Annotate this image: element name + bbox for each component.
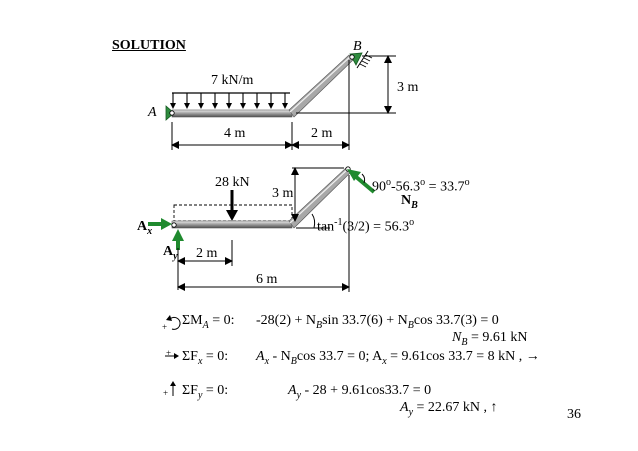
nb-reaction-arrow — [347, 169, 374, 192]
beam-horizontal — [172, 110, 292, 117]
moment-plus-sign: + — [162, 322, 168, 332]
label-distributed-load: 7 kN/m — [211, 73, 254, 88]
eq-fy-lhs: $\Sigma F_y = 0$: — [182, 383, 229, 401]
eq-fy-result: $A_y = 22.67$ kN , ↑ — [400, 400, 498, 418]
dim-label-4m: 4 m — [224, 126, 246, 141]
moment-sign-icon — [166, 315, 180, 329]
dim-label-3m-fbd: 3 m — [272, 186, 294, 201]
beam-inclined — [289, 55, 354, 117]
eq-moment-rhs: $-28(2) + N_B\sin$ $33.7(6) + N_B\cos$ 33.7(3) = 0 — [256, 313, 499, 331]
eq-moment-lhs: $\Sigma M_A = 0$: — [182, 313, 235, 331]
dim-label-2m-fbd: 2 m — [196, 246, 218, 261]
distributed-load-arrows — [170, 93, 290, 109]
label-angle-top: $90^o-56.3^o = 33.7^o$ — [372, 177, 470, 195]
label-point-a: A — [148, 105, 157, 120]
dim-label-2m: 2 m — [311, 126, 333, 141]
label-resultant-force: 28 kN — [215, 175, 250, 190]
page-number: 36 — [567, 407, 581, 422]
solution-title: SOLUTION — [112, 38, 186, 53]
label-ax: $A_x$ — [137, 219, 153, 237]
dim-label-6m: 6 m — [256, 272, 278, 287]
eq-fy-rhs: $A_y - 28 + 9.61\cos 33.7 = 0$ — [288, 383, 432, 401]
beam-horizontal-fbd — [172, 221, 292, 228]
eq-fx-lhs: $\Sigma F_x = 0$: — [182, 349, 229, 367]
figure1 — [166, 51, 396, 150]
eq-fx-rhs: $A_x - N_B\cos$ 33.7 = 0; $A_x = 9.61\cos$ 33.7 = 8 kN , → — [256, 349, 540, 367]
label-point-b: B — [353, 39, 362, 54]
resultant-force-arrow — [226, 190, 238, 221]
eq-moment-result: $N_B = 9.61$ kN — [452, 330, 528, 348]
label-angle-bottom: $\tan^{-1}(3/2) = 56.3^o$ — [317, 217, 415, 235]
fy-sign-icon — [170, 381, 176, 396]
dim-label-3m: 3 m — [397, 80, 419, 95]
label-ay: $A_y$ — [163, 244, 178, 262]
label-nb: $N_B$ — [401, 193, 418, 211]
fy-plus-sign: + — [163, 388, 169, 398]
fx-plus-sign: + — [166, 348, 172, 358]
